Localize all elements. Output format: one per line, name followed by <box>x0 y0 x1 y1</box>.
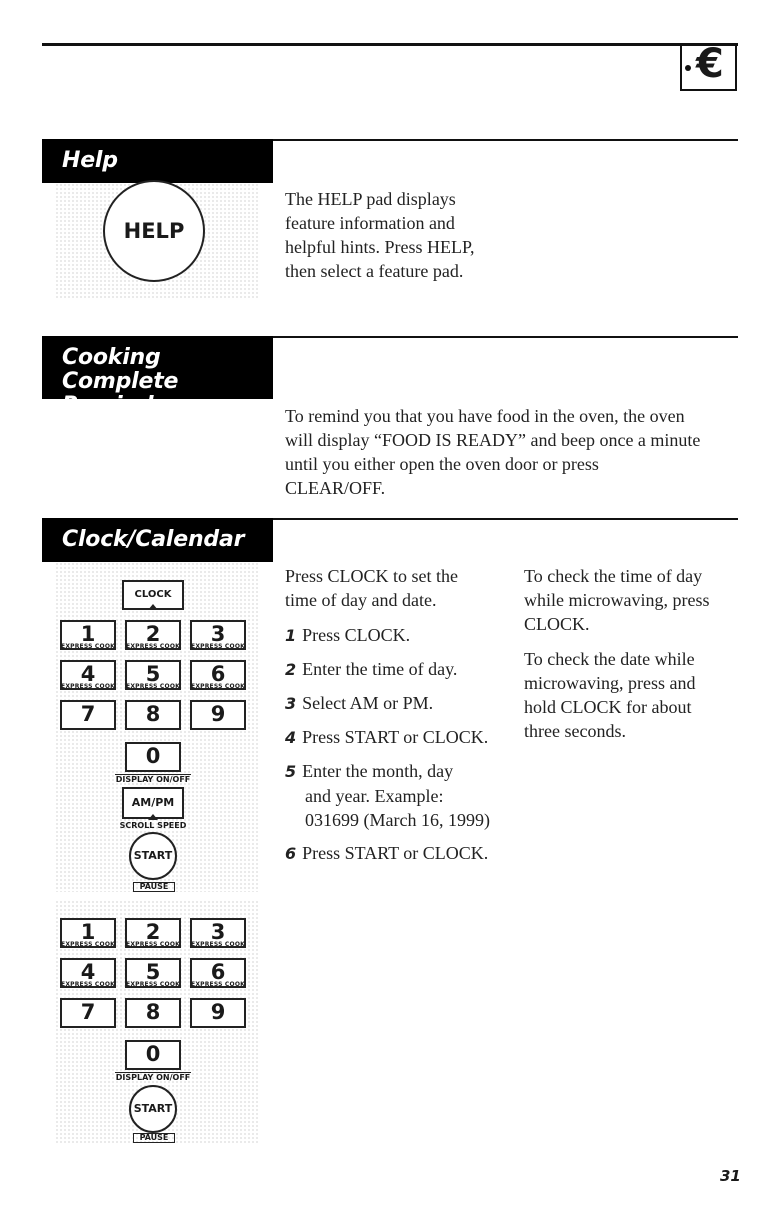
clock-section-rule <box>273 518 738 520</box>
reminder-title-line: Reminder <box>62 393 179 418</box>
display-onoff-label: DISPLAY ON/OFF <box>115 1073 191 1082</box>
tip-line: three seconds. <box>524 721 626 741</box>
clock-section-title <box>42 518 273 562</box>
tip-date <box>524 647 744 743</box>
tip-line: hold CLOCK for about <box>524 697 692 717</box>
digit-key-1: 1 <box>60 918 116 948</box>
help-section-title <box>42 139 273 183</box>
step-text: Press START or CLOCK. <box>302 727 489 747</box>
digit-key-9: 9 <box>190 700 246 730</box>
step-text: Enter the time of day. <box>302 659 458 679</box>
step-2 <box>285 657 515 682</box>
bullet-icon <box>685 65 691 71</box>
help-title-text: Help <box>62 148 118 173</box>
step-5 <box>285 759 515 832</box>
reminder-line: To remind you that you have food in the oven, the oven <box>285 406 685 426</box>
digit-key-9: 9 <box>190 998 246 1028</box>
digit-key-5: 5 <box>125 958 181 988</box>
step-number: 2 <box>285 660 297 679</box>
digit-key-1: 1 <box>60 620 116 650</box>
express-cook-label: EXPRESS COOK <box>126 981 180 988</box>
tip-line: microwaving, press and <box>524 673 696 693</box>
digit-key-4: 4 <box>60 660 116 690</box>
digit-key-8: 8 <box>125 998 181 1028</box>
digit-key-6: 6 <box>190 660 246 690</box>
digit-key-7: 7 <box>60 998 116 1028</box>
digit-key-0: 0 <box>125 742 181 772</box>
express-cook-label: EXPRESS COOK <box>191 643 245 650</box>
express-cook-label: EXPRESS COOK <box>126 941 180 948</box>
keypad-illustration-clock <box>55 562 260 892</box>
step-number: 6 <box>285 844 297 863</box>
clock-intro <box>285 564 515 612</box>
reminder-line: until you either open the oven door or press <box>285 454 599 474</box>
reminder-section-rule <box>273 336 738 338</box>
express-cook-label: EXPRESS COOK <box>61 683 115 690</box>
intro-line: Press CLOCK to set the <box>285 566 458 586</box>
help-pad-illustration <box>55 183 260 299</box>
start-button-label: START <box>133 849 173 862</box>
help-line: helpful hints. Press HELP, <box>285 237 475 257</box>
chapter-tab <box>680 41 737 91</box>
help-button <box>103 180 205 282</box>
tip-line: To check the date while <box>524 649 695 669</box>
step-number: 3 <box>285 694 297 713</box>
step-number: 4 <box>285 728 297 747</box>
step-text: and year. Example: <box>305 786 444 806</box>
clock-key-label: CLOCK <box>134 589 172 600</box>
tip-line: CLOCK. <box>524 614 590 634</box>
digit-key-8: 8 <box>125 700 181 730</box>
help-line: The HELP pad displays <box>285 189 456 209</box>
express-cook-label: EXPRESS COOK <box>191 981 245 988</box>
start-button <box>129 832 177 880</box>
ampm-key-label: AM/PM <box>131 796 175 809</box>
page-number: 31 <box>720 1167 741 1185</box>
reminder-description <box>285 404 745 500</box>
express-cook-label: EXPRESS COOK <box>61 981 115 988</box>
clock-tips <box>524 564 744 754</box>
help-line: then select a feature pad. <box>285 261 464 281</box>
pause-label: PAUSE <box>133 882 175 892</box>
step-6 <box>285 841 515 866</box>
reminder-line: CLEAR/OFF. <box>285 478 386 498</box>
express-cook-label: EXPRESS COOK <box>61 643 115 650</box>
help-description <box>285 187 565 283</box>
step-3 <box>285 691 515 716</box>
pointer-icon <box>148 814 158 820</box>
step-text: Press START or CLOCK. <box>302 843 489 863</box>
top-rule <box>42 43 738 46</box>
digit-key-2: 2 <box>125 620 181 650</box>
express-cook-label: EXPRESS COOK <box>191 683 245 690</box>
express-cook-label: EXPRESS COOK <box>126 643 180 650</box>
start-button-label: START <box>133 1102 173 1115</box>
clock-instructions <box>285 564 515 875</box>
keypad-illustration-calendar <box>55 900 260 1145</box>
reminder-line: will display “FOOD IS READY” and beep once a minute <box>285 430 701 450</box>
digit-key-3: 3 <box>190 620 246 650</box>
tip-line: To check the time of day <box>524 566 703 586</box>
reminder-title-line: Cooking Complete <box>62 345 179 394</box>
help-button-label: HELP <box>123 219 185 243</box>
reminder-section-title <box>42 336 273 418</box>
tip-time <box>524 564 744 636</box>
digit-key-3: 3 <box>190 918 246 948</box>
digit-key-0: 0 <box>125 1040 181 1070</box>
intro-line: time of day and date. <box>285 590 437 610</box>
express-cook-label: EXPRESS COOK <box>191 941 245 948</box>
chapter-glyph: € <box>696 41 724 87</box>
step-text: Press CLOCK. <box>302 625 411 645</box>
pause-label: PAUSE <box>133 1133 175 1143</box>
digit-key-6: 6 <box>190 958 246 988</box>
step-text: Select AM or PM. <box>302 693 434 713</box>
digit-key-2: 2 <box>125 918 181 948</box>
step-4 <box>285 725 515 750</box>
step-text: 031699 (March 16, 1999) <box>305 810 490 830</box>
clock-title-text: Clock/Calendar <box>62 527 245 552</box>
help-line: feature information and <box>285 213 455 233</box>
pointer-icon <box>148 604 158 610</box>
digit-key-5: 5 <box>125 660 181 690</box>
step-number: 1 <box>285 626 297 645</box>
step-number: 5 <box>285 762 297 781</box>
express-cook-label: EXPRESS COOK <box>126 683 180 690</box>
step-text: Enter the month, day <box>302 761 454 781</box>
help-section-rule <box>273 139 738 141</box>
display-onoff-label: DISPLAY ON/OFF <box>115 775 191 784</box>
start-button <box>129 1085 177 1133</box>
express-cook-label: EXPRESS COOK <box>61 941 115 948</box>
digit-key-4: 4 <box>60 958 116 988</box>
step-1 <box>285 623 515 648</box>
scroll-speed-label: SCROLL SPEED <box>119 821 187 830</box>
digit-key-7: 7 <box>60 700 116 730</box>
tip-line: while microwaving, press <box>524 590 710 610</box>
